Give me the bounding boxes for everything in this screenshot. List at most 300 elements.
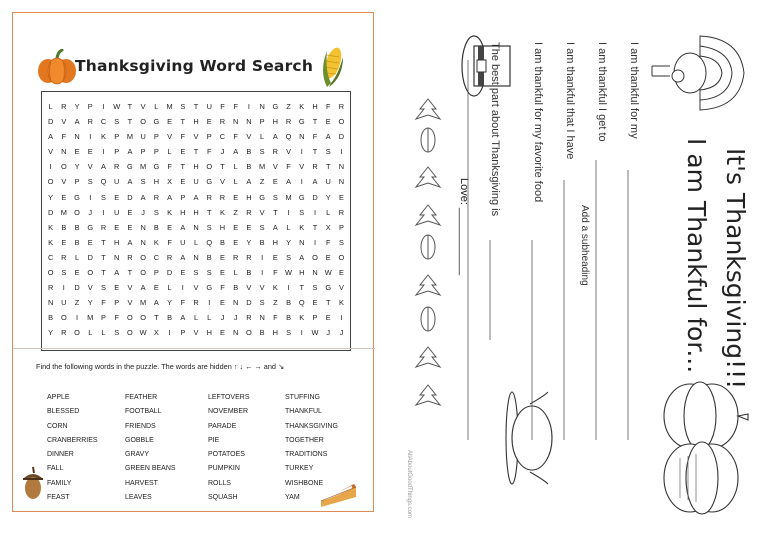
grid-letter: E: [272, 252, 278, 262]
grid-row: [44, 174, 348, 189]
grid-letter: A: [48, 132, 54, 142]
grid-letter: H: [246, 192, 252, 202]
grid-letter: B: [74, 237, 80, 247]
subheading: Add a subheading: [579, 205, 590, 286]
grid-letter: P: [114, 132, 120, 142]
grid-letter: S: [312, 283, 318, 293]
heading-i-am-thankful: I am Thankful for...: [682, 138, 711, 374]
word-list-column-1: [47, 391, 98, 505]
grid-letter: U: [206, 102, 212, 111]
grid-letter: R: [193, 298, 199, 308]
grid-row: [44, 220, 348, 235]
instructions: Find the following words in the puzzle. The words are hidden ↑ ↓ ← → and ↘: [36, 362, 285, 371]
grid-letter: I: [62, 283, 65, 293]
grid-letter: L: [326, 207, 331, 217]
grid-letter: S: [87, 177, 93, 187]
grid-letter: X: [325, 222, 331, 232]
grid-letter: T: [312, 147, 318, 157]
grid-letter: E: [219, 252, 225, 262]
grid-letter: O: [87, 268, 94, 278]
grid-letter: L: [48, 102, 53, 111]
grid-letter: H: [153, 177, 160, 187]
grid-letter: Y: [246, 237, 252, 247]
grid-letter: N: [114, 252, 120, 262]
grid-letter: K: [153, 237, 159, 247]
grid-letter: A: [193, 192, 199, 202]
word-list-item: FEAST: [47, 494, 70, 502]
grid-row: [44, 325, 348, 340]
word-list-item: FRIENDS: [125, 422, 156, 430]
grid-letter: E: [127, 222, 133, 232]
grid-letter: Y: [87, 298, 93, 308]
grid-letter: T: [312, 222, 318, 232]
grid-letter: P: [140, 147, 146, 157]
grid-letter: N: [299, 237, 305, 247]
grid-letter: A: [153, 298, 159, 308]
grid-letter: I: [168, 328, 171, 338]
grid-letter: S: [286, 252, 292, 262]
grid-letter: P: [259, 117, 265, 127]
grid-letter: A: [140, 192, 146, 202]
grid-letter: F: [167, 162, 172, 172]
grid-letter: B: [286, 298, 292, 308]
grid-letter: Y: [286, 237, 292, 247]
grid-letter: L: [74, 252, 80, 262]
word-list-item: LEAVES: [125, 494, 152, 502]
grid-letter: V: [259, 207, 265, 217]
grid-letter: F: [180, 132, 186, 142]
grid-letter: C: [219, 132, 226, 142]
grid-letter: S: [206, 222, 212, 232]
grid-letter: R: [246, 313, 252, 323]
grid-letter: J: [233, 313, 238, 323]
grid-letter: D: [166, 268, 173, 278]
grid-letter: F: [273, 313, 278, 323]
word-list-item: CORN: [47, 422, 68, 430]
grid-letter: H: [114, 237, 120, 247]
grid-letter: M: [166, 102, 173, 111]
grid-letter: E: [61, 192, 67, 202]
grid-letter: T: [220, 162, 225, 172]
grid-letter: A: [180, 252, 186, 262]
grid-letter: A: [114, 268, 120, 278]
grid-letter: A: [167, 192, 173, 202]
grid-row: [44, 295, 348, 310]
grid-letter: L: [193, 237, 199, 247]
word-list-item: LEFTOVERS: [208, 394, 250, 401]
grid-row: [44, 190, 348, 205]
grid-letter: V: [286, 147, 292, 157]
grid-letter: W: [113, 102, 121, 111]
grid-letter: O: [74, 328, 80, 338]
word-list-item: TOGETHER: [285, 436, 324, 444]
word-list-item: ROLLS: [208, 479, 231, 487]
grid-letter: V: [246, 283, 252, 293]
grid-letter: O: [206, 162, 213, 172]
grid-letter: A: [127, 147, 133, 157]
word-list-item: FALL: [47, 465, 64, 473]
grid-letter: N: [233, 298, 239, 308]
grid-letter: L: [260, 132, 265, 142]
grid-letter: N: [74, 132, 80, 142]
grid-letter: Z: [286, 102, 291, 111]
grid-letter: E: [246, 222, 252, 232]
grid-letter: F: [286, 162, 291, 172]
grid-letter: H: [299, 268, 305, 278]
grid-letter: R: [153, 192, 160, 202]
grid-letter: I: [102, 207, 105, 217]
word-list-item: POTATOES: [208, 451, 245, 459]
grid-letter: S: [101, 192, 106, 202]
grid-letter: V: [338, 283, 344, 293]
grid-letter: N: [338, 162, 345, 172]
grid-letter: Y: [167, 298, 173, 308]
grid-letter: B: [206, 252, 212, 262]
grid-letter: V: [87, 162, 93, 172]
grid-letter: O: [74, 207, 80, 217]
grid-letter: P: [153, 132, 159, 142]
word-list-item: HARVEST: [125, 479, 158, 487]
grid-row: [44, 265, 348, 280]
grid-letter: O: [338, 117, 345, 127]
grid-letter: N: [47, 298, 54, 308]
grid-letter: Z: [233, 207, 238, 217]
grid-letter: S: [114, 117, 120, 127]
grid-letter: T: [299, 283, 305, 293]
word-list-item: WISHBONE: [285, 479, 324, 487]
grid-letter: C: [100, 117, 107, 127]
grid-letter: T: [180, 162, 186, 172]
grid-letter: F: [325, 237, 331, 247]
grid-letter: O: [312, 252, 318, 262]
grid-row: [44, 280, 348, 295]
grid-letter: Y: [74, 102, 80, 111]
grid-letter: G: [259, 192, 265, 202]
word-list-item: THANKFUL: [285, 408, 322, 416]
grid-letter: I: [287, 207, 290, 217]
grid-letter: B: [259, 237, 265, 247]
grid-letter: H: [272, 237, 278, 247]
grid-letter: O: [60, 313, 67, 323]
grid-letter: F: [206, 147, 212, 157]
grid-letter: D: [47, 207, 54, 217]
grid-letter: T: [101, 268, 106, 278]
grid-letter: A: [325, 132, 331, 142]
grid-letter: E: [338, 268, 344, 278]
grid-letter: O: [140, 268, 147, 278]
grid-letter: Q: [298, 298, 305, 308]
grid-letter: I: [76, 313, 79, 323]
grid-letter: H: [272, 328, 278, 338]
grid-letter: K: [167, 207, 173, 217]
grid-letter: I: [261, 252, 264, 262]
grid-letter: S: [325, 147, 331, 157]
grid-letter: H: [206, 328, 212, 338]
grid-letter: U: [325, 177, 331, 187]
grid-letter: S: [193, 268, 199, 278]
grid-letter: S: [180, 102, 186, 111]
word-list-item: CRANBERRIES: [47, 436, 98, 444]
word-list-item: GRAVY: [125, 451, 149, 459]
grid-letter: N: [246, 117, 252, 127]
grid-letter: L: [286, 222, 291, 232]
grid-letter: R: [61, 102, 67, 111]
grid-letter: E: [233, 192, 239, 202]
grid-letter: V: [299, 162, 305, 172]
grid-letter: G: [298, 192, 305, 202]
grid-letter: K: [48, 222, 54, 232]
grid-letter: E: [114, 192, 120, 202]
grid-letter: A: [312, 177, 318, 187]
grid-letter: N: [312, 268, 318, 278]
grid-row: [44, 310, 348, 325]
grid-letter: I: [102, 147, 105, 157]
grid-letter: L: [233, 162, 238, 172]
grid-letter: R: [312, 162, 318, 172]
grid-letter: L: [207, 313, 212, 323]
puzzle-grid-frame: [41, 91, 351, 351]
grid-letter: Z: [74, 298, 80, 308]
acorn-icon: [21, 465, 45, 501]
grid-letter: L: [233, 177, 238, 187]
grid-letter: W: [139, 328, 147, 338]
grid-letter: O: [246, 328, 252, 338]
grid-letter: V: [127, 298, 133, 308]
grid-letter: K: [338, 298, 344, 308]
prompt-line-1: I am thankful for my: [628, 42, 640, 139]
word-list-item: PARADE: [208, 422, 237, 430]
grid-letter: L: [154, 102, 159, 111]
grid-letter: V: [219, 177, 225, 187]
grid-letter: I: [208, 298, 211, 308]
grid-letter: B: [246, 162, 252, 172]
grid-letter: D: [338, 132, 345, 142]
grid-letter: S: [114, 328, 120, 338]
grid-letter: S: [206, 268, 212, 278]
grid-letter: T: [193, 147, 199, 157]
word-list-item: FEATHER: [125, 394, 158, 401]
grid-letter: M: [285, 192, 292, 202]
grid-letter: R: [233, 252, 239, 262]
grid-letter: O: [47, 268, 54, 278]
grid-letter: X: [167, 177, 173, 187]
grid-row: [44, 250, 348, 265]
grid-letter: E: [219, 298, 225, 308]
grid-letter: E: [114, 222, 120, 232]
grid-letter: V: [193, 328, 199, 338]
grid-letter: E: [219, 328, 225, 338]
grid-letter: L: [167, 283, 172, 293]
grid-letter: U: [180, 237, 186, 247]
grid-letter: A: [127, 177, 133, 187]
love-signature-label: Love: ___________: [458, 178, 470, 276]
grid-letter: A: [180, 222, 186, 232]
grid-letter: T: [127, 102, 133, 111]
grid-row: [44, 99, 348, 114]
grid-letter: F: [101, 298, 106, 308]
grid-letter: G: [206, 283, 213, 293]
grid-letter: R: [87, 117, 93, 127]
grid-letter: O: [140, 252, 147, 262]
grid-letter: I: [247, 102, 250, 111]
grid-letter: S: [140, 177, 146, 187]
grid-letter: Z: [259, 177, 265, 187]
grid-letter: O: [127, 313, 133, 323]
grid-letter: F: [167, 237, 172, 247]
grid-letter: A: [140, 283, 146, 293]
grid-letter: V: [127, 283, 133, 293]
grid-letter: V: [193, 132, 199, 142]
grid-letter: I: [261, 268, 264, 278]
love-text: Love:: [458, 178, 470, 205]
grid-letter: I: [49, 162, 52, 172]
grid-letter: S: [61, 268, 67, 278]
grid-letter: P: [153, 268, 159, 278]
grid-letter: N: [193, 252, 199, 262]
grid-letter: A: [286, 177, 292, 187]
grid-letter: E: [127, 207, 133, 217]
grid-letter: G: [325, 283, 332, 293]
grid-letter: U: [61, 298, 67, 308]
grid-letter: P: [114, 298, 120, 308]
grid-letter: M: [140, 298, 147, 308]
grid-letter: S: [259, 298, 265, 308]
grid-letter: P: [312, 313, 318, 323]
grid-letter: B: [48, 313, 54, 323]
word-search-title: Thanksgiving Word Search: [74, 57, 314, 75]
grid-letter: B: [153, 222, 159, 232]
grid-letter: O: [338, 252, 345, 262]
grid-letter: O: [47, 177, 54, 187]
grid-letter: I: [89, 192, 92, 202]
word-list-item: BLESSED: [47, 408, 80, 416]
grid-letter: F: [220, 283, 225, 293]
grid-letter: K: [299, 222, 305, 232]
writing-lines: [400, 0, 768, 543]
word-list-item: TRADITIONS: [285, 451, 328, 459]
grid-letter: B: [259, 328, 265, 338]
grid-letter: Q: [100, 177, 107, 187]
grid-letter: J: [220, 147, 225, 157]
grid-letter: V: [61, 177, 67, 187]
grid-letter: T: [206, 207, 212, 217]
grid-letter: X: [153, 328, 159, 338]
grid-letter: S: [272, 192, 278, 202]
grid-letter: I: [313, 237, 317, 247]
grid-letter: T: [325, 162, 331, 172]
grid-letter: E: [87, 237, 93, 247]
grid-letter: R: [246, 207, 252, 217]
grid-letter: I: [300, 177, 303, 187]
grid-letter: B: [233, 283, 239, 293]
grid-letter: E: [325, 252, 331, 262]
word-list-item: STUFFING: [285, 394, 320, 401]
site-credit: AllAboutGoodThings.com: [406, 450, 412, 519]
grid-letter: E: [87, 147, 93, 157]
grid-letter: Y: [74, 162, 80, 172]
grid-letter: T: [127, 117, 133, 127]
grid-letter: I: [340, 147, 343, 157]
grid-letter: D: [312, 192, 318, 202]
grid-letter: E: [312, 298, 318, 308]
grid-letter: O: [127, 328, 133, 338]
grid-letter: E: [153, 283, 159, 293]
grid-letter: P: [101, 313, 106, 323]
grid-letter: Q: [285, 132, 292, 142]
grid-letter: Y: [48, 328, 54, 338]
grid-row: [44, 144, 348, 159]
grid-letter: E: [114, 283, 120, 293]
grid-letter: E: [74, 268, 80, 278]
grid-letter: T: [127, 268, 133, 278]
grid-letter: T: [154, 313, 159, 323]
grid-letter: L: [167, 147, 172, 157]
grid-letter: F: [61, 132, 67, 142]
grid-letter: R: [219, 192, 226, 202]
grid-letter: R: [338, 207, 345, 217]
grid-letter: V: [259, 283, 265, 293]
grid-letter: I: [287, 283, 290, 293]
grid-letter: J: [88, 207, 93, 217]
grid-letter: H: [193, 162, 199, 172]
grid-letter: V: [167, 132, 173, 142]
grid-letter: E: [180, 268, 186, 278]
grid-letter: S: [153, 207, 159, 217]
grid-letter: T: [180, 117, 186, 127]
word-list-item: PUMPKIN: [208, 465, 240, 473]
word-list-item: GREEN BEANS: [125, 465, 176, 473]
grid-letter: C: [47, 252, 54, 262]
word-list-item: APPLE: [47, 394, 70, 401]
grid-row: [44, 235, 348, 250]
grid-letter: I: [102, 102, 105, 111]
grid-letter: R: [114, 162, 120, 172]
grid-letter: U: [114, 177, 120, 187]
grid-letter: H: [272, 117, 278, 127]
grid-letter: A: [272, 222, 278, 232]
grid-letter: C: [153, 252, 160, 262]
grid-letter: M: [140, 162, 147, 172]
grid-letter: E: [167, 222, 173, 232]
grid-letter: E: [325, 313, 331, 323]
grid-row: [44, 159, 348, 174]
grid-letter: G: [127, 162, 133, 172]
grid-letter: P: [206, 132, 212, 142]
corn-icon: [313, 43, 349, 93]
thankful-worksheet-page: [400, 0, 768, 543]
grid-letter: M: [87, 313, 94, 323]
grid-letter: S: [338, 237, 344, 247]
prompt-line-5: The best part about Thanksgiving is: [489, 42, 501, 217]
grid-letter: N: [140, 222, 146, 232]
grid-letter: U: [140, 132, 146, 142]
grid-letter: F: [325, 102, 331, 111]
grid-letter: P: [338, 222, 344, 232]
prompt-line-4: I am thankful for my favorite food: [532, 42, 544, 203]
grid-letter: N: [259, 313, 265, 323]
grid-letter: P: [180, 192, 186, 202]
grid-letter: J: [326, 328, 331, 338]
grid-letter: R: [61, 328, 67, 338]
grid-letter: P: [180, 328, 186, 338]
grid-letter: B: [246, 268, 252, 278]
grid-letter: S: [259, 147, 265, 157]
grid-letter: V: [140, 102, 146, 111]
grid-letter: P: [74, 177, 80, 187]
grid-letter: G: [153, 162, 160, 172]
grid-letter: A: [272, 132, 278, 142]
grid-letter: K: [299, 313, 305, 323]
